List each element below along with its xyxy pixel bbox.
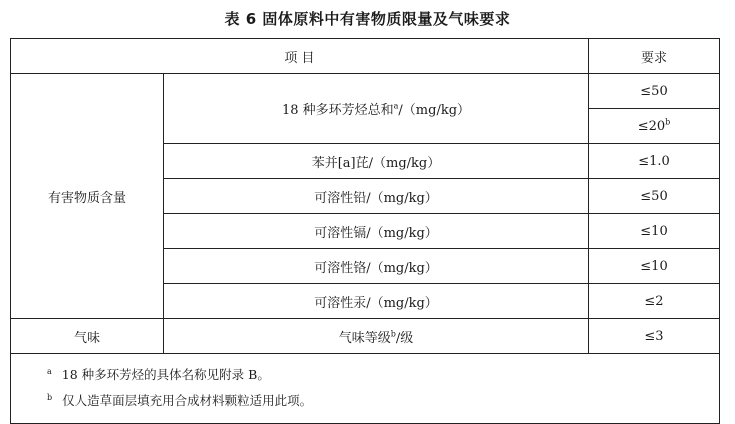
req-pah-2-sup: b <box>665 117 671 127</box>
pah-sup: a <box>393 101 399 111</box>
req-odor: ≤3 <box>589 319 720 354</box>
row-odor-grade: 气味等级$^b$/级 <box>164 319 589 354</box>
table-header-row <box>11 39 720 74</box>
note-a-mark: a <box>47 366 52 376</box>
note-b <box>47 388 719 414</box>
header-requirement: 要求 <box>589 39 720 74</box>
group-odor: 气味 <box>11 319 164 354</box>
req-pah-2: $\le 20^b$ <box>589 109 720 144</box>
group-harmful-substances: 有害物质含量 <box>11 74 164 319</box>
note-b-mark: b <box>47 392 53 402</box>
table-notes <box>11 354 720 424</box>
table-row <box>11 74 720 109</box>
header-item: 项 目 <box>11 39 589 74</box>
row-chromium: 可溶性铬/（mg/kg） <box>164 249 589 284</box>
row-mercury: 可溶性汞/（mg/kg） <box>164 284 589 319</box>
req-pah-1: ≤50 <box>589 74 720 109</box>
note-a-text: 18 种多环芳烃的具体名称见附录 B。 <box>61 367 270 382</box>
req-lead: ≤50 <box>589 179 720 214</box>
pah-unit: /（mg/kg） <box>398 103 471 118</box>
limits-table <box>10 38 720 424</box>
row-lead: 可溶性铅/（mg/kg） <box>164 179 589 214</box>
notes-row <box>11 354 720 424</box>
odor-sup: b <box>390 329 396 339</box>
note-a <box>47 362 719 388</box>
pah-name: 18 种多环芳烃总和 <box>281 103 394 118</box>
row-cadmium: 可溶性镉/（mg/kg） <box>164 214 589 249</box>
note-b-text: 仅人造草面层填充用合成材料颗粒适用此项。 <box>62 393 313 408</box>
row-pah-total <box>164 74 589 144</box>
row-bap: 苯并[a]芘/（mg/kg） <box>164 144 589 179</box>
req-chromium: ≤10 <box>589 249 720 284</box>
req-mercury: ≤2 <box>589 284 720 319</box>
req-bap: ≤1.0 <box>589 144 720 179</box>
table-title: 表 6 固体原料中有害物质限量及气味要求 <box>224 10 511 28</box>
table-row <box>11 319 720 354</box>
req-cadmium: ≤10 <box>589 214 720 249</box>
